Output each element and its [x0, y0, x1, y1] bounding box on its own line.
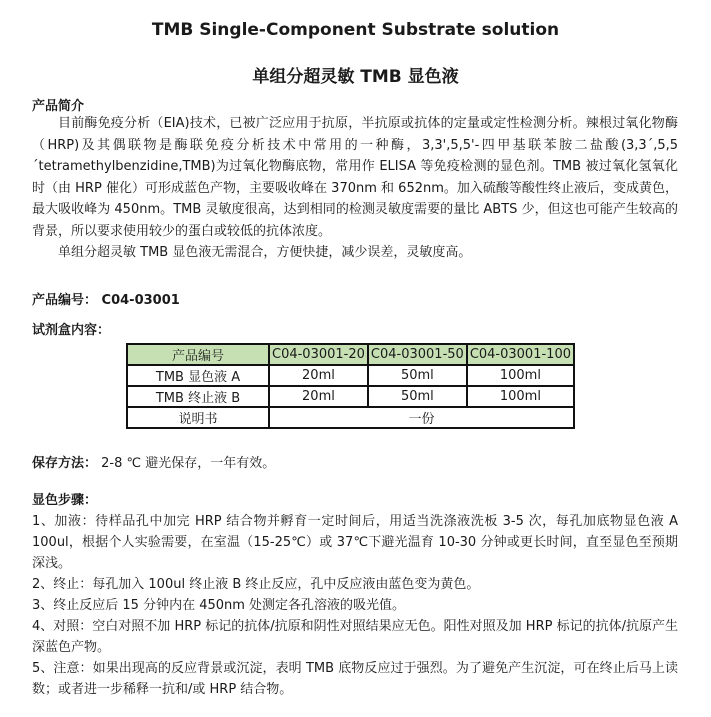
kit-contents-table	[126, 343, 575, 429]
steps-list	[32, 511, 678, 700]
product-code-value: C04-03001	[101, 293, 180, 308]
table-cell: 50ml	[368, 386, 467, 407]
title-english: TMB Single-Component Substrate solution	[151, 20, 560, 40]
table-cell: TMB 显色液 A	[127, 365, 269, 386]
intro-text	[32, 113, 678, 264]
header-cell: C04-03001-100	[467, 344, 574, 365]
table-cell: TMB 终止液 B	[127, 386, 269, 407]
table-row	[127, 365, 574, 386]
storage-label: 保存方法：	[32, 456, 98, 471]
storage	[32, 452, 275, 471]
storage-value: 2-8 ℃ 避光保存，一年有效。	[101, 456, 276, 471]
table-row	[127, 386, 574, 407]
header-cell: C04-03001-20	[269, 344, 368, 365]
product-code	[32, 289, 180, 308]
intro-paragraph: 目前酶免疫分析（EIA)技术，已被广泛应用于抗原，半抗原或抗体的定量或定性检测分析。辣根过氧化物酶（HRP)及其偶联物是酶联免疫分析技术中常用的一种酶，3,3',5,5'-四甲基联苯胺二盐酸(3,3´,5,5´tetramethylbenzidine,TMB)为过氧化物酶底物，常用作 ELISA 等免疫检测的显色剂。TMB 被过氧化氢氧化时（由 HRP 催化）可形成蓝色产物，主要吸收峰在 370nm 和 652nm。加入硫酸等酸性终止液后，变成黄色，最大吸收峰为 450nm。TMB 灵敏度很高，达到相同的检测灵敏度需要的量比 ABTS 少，但这也可能产生较高的背景，所以要求使用较少的蛋白或较低的抗体浓度。	[32, 116, 678, 239]
title-chinese: 单组分超灵敏 TMB 显色液	[252, 67, 459, 87]
step-item: 5、注意：如果出现高的反应背景或沉淀，表明 TMB 底物反应过于强烈。为了避免产生沉淀，可在终止后马上读数；或者进一步稀释一抗和/或 HRP 结合物。	[32, 661, 678, 697]
table-cell: 说明书	[127, 407, 269, 428]
header-cell: 产品编号	[127, 344, 269, 365]
product-code-label: 产品编号：	[32, 293, 98, 308]
table-header-row	[127, 344, 574, 365]
kit-heading: 试剂盒内容：	[32, 323, 111, 338]
step-item: 3、终止反应后 15 分钟内在 450nm 处测定各孔溶液的吸光值。	[32, 598, 406, 613]
table-cell: 100ml	[467, 386, 574, 407]
table-cell: 100ml	[467, 365, 574, 386]
table-cell: 一份	[269, 407, 574, 428]
intro-heading: 产品简介	[32, 99, 85, 114]
step-item: 1、加液：待样品孔中加完 HRP 结合物并孵育一定时间后，用适当洗涤液洗板 3-5 次，每孔加底物显色液 A 100ul，根据个人实验需要，在室温（15-25℃）或 37℃下避光温育 10-30 分钟或更长时间，直至显色至预期深浅。	[32, 514, 678, 571]
table-cell: 20ml	[269, 365, 368, 386]
step-item: 4、对照：空白对照不加 HRP 标记的抗体/抗原和阴性对照结果应无色。阳性对照及加 HRP 标记的抗体/抗原产生深蓝色产物。	[32, 619, 678, 655]
table-cell: 20ml	[269, 386, 368, 407]
steps-heading: 显色步骤：	[32, 493, 98, 508]
intro-paragraph: 单组分超灵敏 TMB 显色液无需混合，方便快捷，减少误差，灵敏度高。	[58, 245, 472, 260]
step-item: 2、终止：每孔加入 100ul 终止液 B 终止反应，孔中反应液由蓝色变为黄色。	[32, 577, 480, 592]
table-cell: 50ml	[368, 365, 467, 386]
header-cell: C04-03001-50	[368, 344, 467, 365]
table-row	[127, 407, 574, 428]
